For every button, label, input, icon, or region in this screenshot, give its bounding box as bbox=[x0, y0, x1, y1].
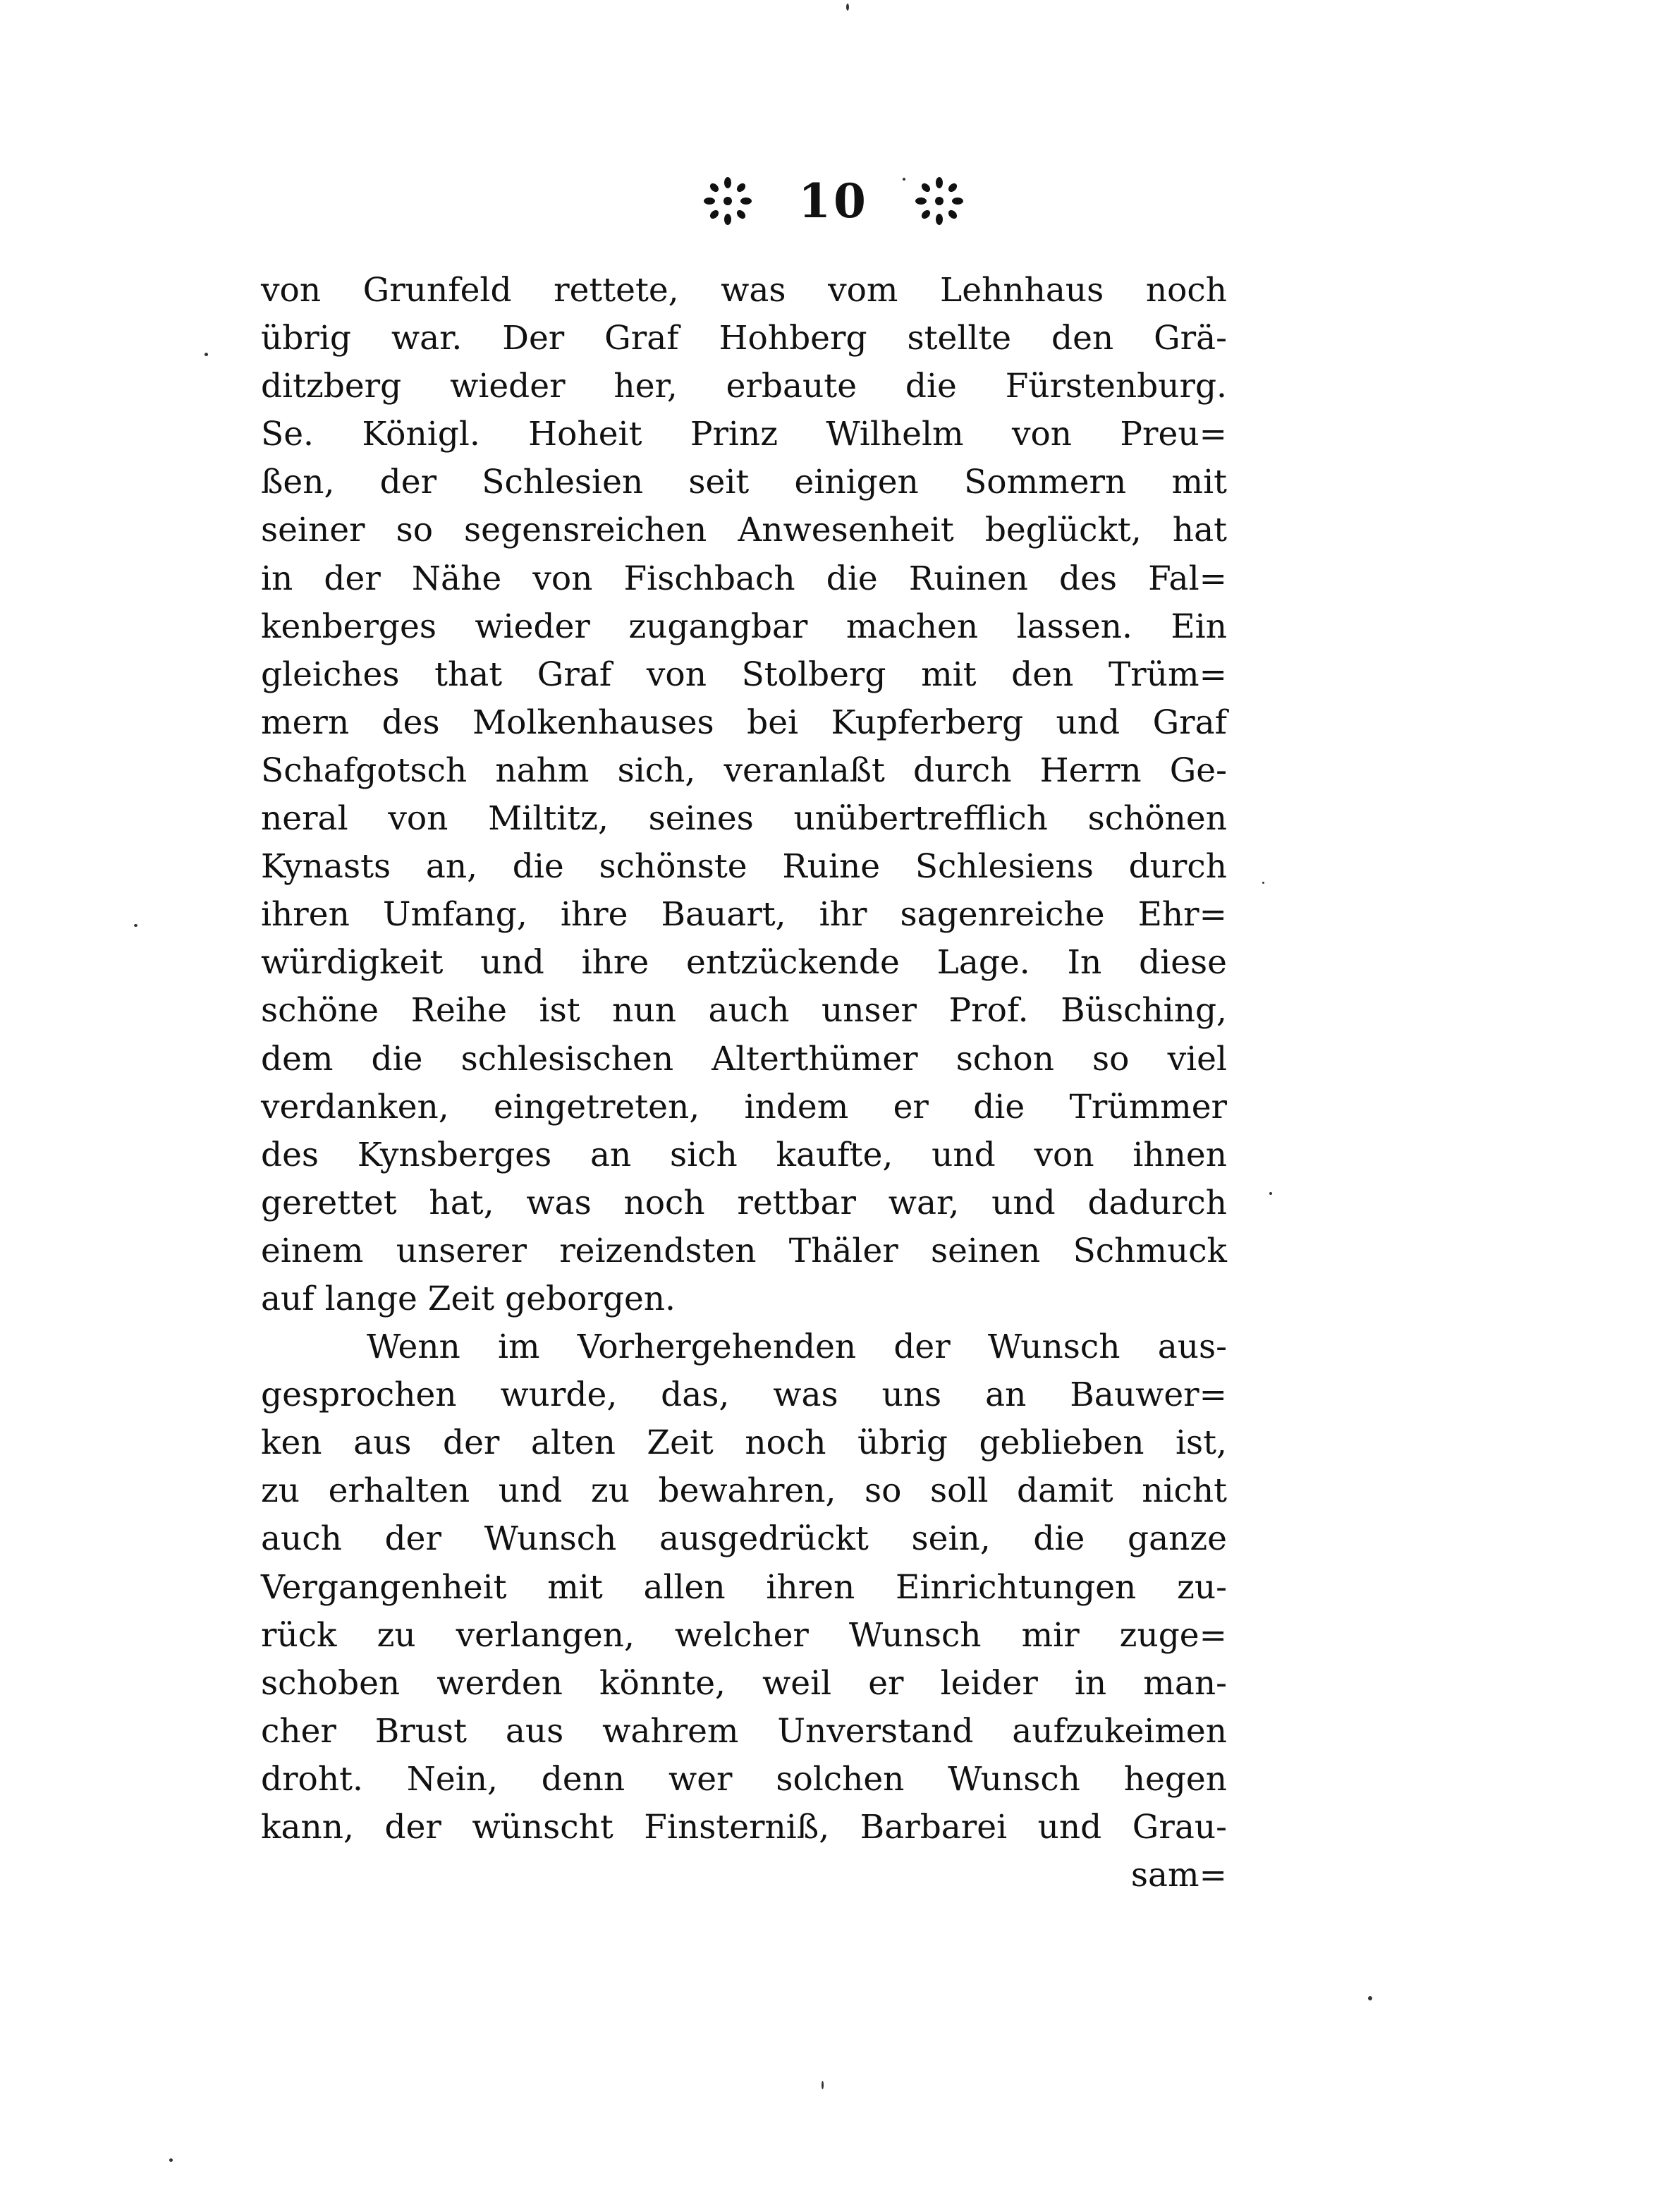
asterism-ornament-icon bbox=[700, 173, 756, 229]
scan-speck bbox=[846, 4, 849, 11]
text-line: dem die schlesischen Alterthümer schon so viel bbox=[261, 1039, 1227, 1078]
text-line: ßen, der Schlesien seit einigen Sommern mit bbox=[261, 463, 1227, 502]
text-line: neral von Miltitz, seines unübertrefflich schönen bbox=[261, 799, 1227, 839]
text-line: zu erhalten und zu bewahren, so soll damit nicht bbox=[261, 1471, 1227, 1511]
text-line: gesprochen wurde, das, was uns an Bauwer= bbox=[261, 1375, 1227, 1415]
page-header bbox=[0, 159, 1667, 243]
text-line: mern des Molkenhauses bei Kupferberg und Graf bbox=[261, 703, 1227, 742]
text-line: würdigkeit und ihre entzückende Lage. In diese bbox=[261, 943, 1227, 983]
scan-speck bbox=[134, 924, 138, 927]
body-text bbox=[261, 267, 1227, 1900]
text-line: ihren Umfang, ihre Bauart, ihr sagenreiche Ehr= bbox=[261, 895, 1227, 935]
text-line: von Grunfeld rettete, was vom Lehnhaus noch bbox=[261, 271, 1227, 310]
text-line: rück zu verlangen, welcher Wunsch mir zuge= bbox=[261, 1615, 1227, 1655]
text-line: kann, der wünscht Finsterniß, Barbarei und Grau- bbox=[261, 1808, 1227, 1847]
text-line: in der Nähe von Fischbach die Ruinen des Fal= bbox=[261, 559, 1227, 598]
text-line: gerettet hat, was noch rettbar war, und dadurch bbox=[261, 1183, 1227, 1222]
scan-speck bbox=[1368, 1996, 1372, 2000]
text-line: ken aus der alten Zeit noch übrig geblieben ist, bbox=[261, 1423, 1227, 1463]
text-line: schöne Reihe ist nun auch unser Prof. Büsching, bbox=[261, 991, 1227, 1031]
scan-speck bbox=[1269, 1192, 1272, 1195]
page-number: 10 bbox=[798, 174, 869, 229]
scan-speck bbox=[903, 178, 905, 181]
text-line: seiner so segensreichen Anwesenheit beglückt, hat bbox=[261, 511, 1227, 550]
text-line: übrig war. Der Graf Hohberg stellte den Grä- bbox=[261, 319, 1227, 358]
text-line: auch der Wunsch ausgedrückt sein, die ganze bbox=[261, 1519, 1227, 1559]
scan-speck bbox=[169, 2158, 173, 2162]
text-line: auf lange Zeit geborgen. bbox=[261, 1279, 676, 1318]
scan-speck bbox=[204, 353, 208, 356]
scan-speck bbox=[1262, 882, 1264, 884]
text-line: cher Brust aus wahrem Unverstand aufzukeimen bbox=[261, 1711, 1227, 1751]
text-line: Se. Königl. Hoheit Prinz Wilhelm von Preu= bbox=[261, 415, 1227, 454]
text-line: ditzberg wieder her, erbaute die Fürstenburg. bbox=[261, 367, 1227, 406]
text-line: schoben werden könnte, weil er leider in man- bbox=[261, 1663, 1227, 1703]
catchword: sam= bbox=[1130, 1856, 1227, 1895]
text-line: verdanken, eingetreten, indem er die Trümmer bbox=[261, 1087, 1227, 1126]
asterism-ornament-icon bbox=[911, 173, 967, 229]
text-line: kenberges wieder zugangbar machen lassen. Ein bbox=[261, 607, 1227, 646]
scan-speck bbox=[822, 2081, 824, 2089]
text-line: Kynasts an, die schönste Ruine Schlesiens durch bbox=[261, 847, 1227, 887]
text-line: droht. Nein, denn wer solchen Wunsch hegen bbox=[261, 1759, 1227, 1799]
text-line: gleiches that Graf von Stolberg mit den Trüm= bbox=[261, 655, 1227, 694]
text-line: Vergangenheit mit allen ihren Einrichtungen zu- bbox=[261, 1567, 1227, 1607]
paragraph-first-line: Wenn im Vorhergehenden der Wunsch aus- bbox=[367, 1327, 1227, 1367]
text-line: des Kynsberges an sich kaufte, und von ihnen bbox=[261, 1135, 1227, 1174]
text-line: Schafgotsch nahm sich, veranlaßt durch Herrn Ge- bbox=[261, 750, 1227, 790]
text-line: einem unserer reizendsten Thäler seinen Schmuck bbox=[261, 1231, 1227, 1270]
